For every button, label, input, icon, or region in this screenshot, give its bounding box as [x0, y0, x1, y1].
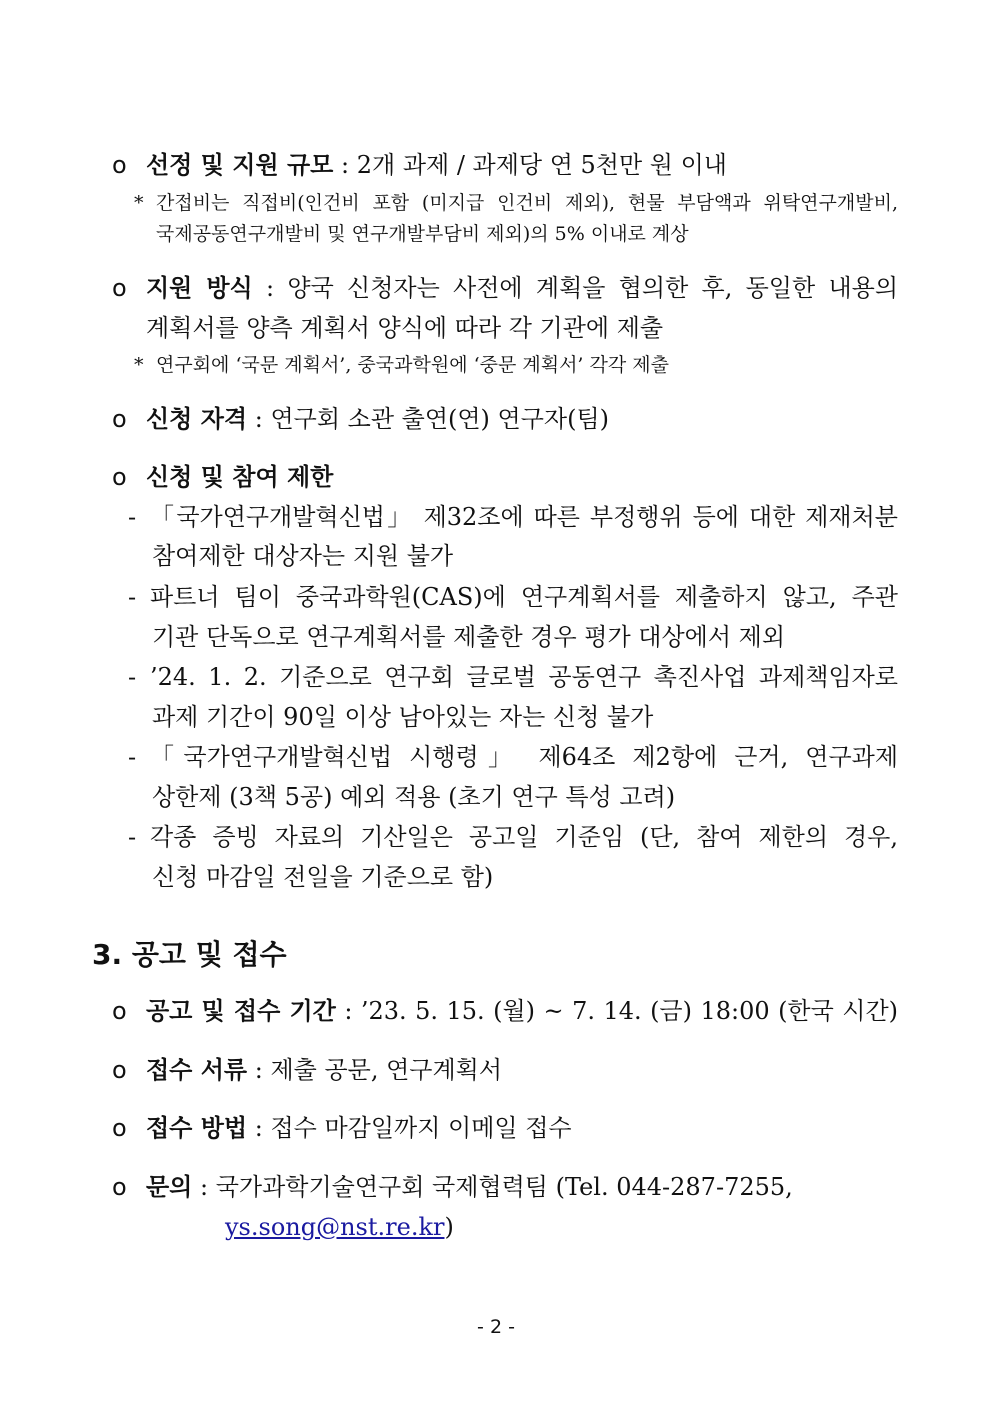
method-line	[146, 1113, 898, 1143]
bullet-marker: o	[112, 405, 127, 433]
dash-marker: -	[128, 743, 137, 771]
dash-marker: -	[128, 663, 137, 691]
selection-note-line-1: 간접비는 직접비(인건비 포함 (미지급 인건비 제외), 현물 부담액과 위탁연구개발비,	[156, 192, 898, 214]
period-label: 공고 및 접수 기간	[146, 997, 336, 1025]
note-marker: *	[134, 354, 144, 376]
bullet-marker: o	[112, 463, 127, 491]
contact-email-link[interactable]: ys.song@nst.re.kr	[225, 1213, 445, 1241]
dash-marker: -	[128, 823, 137, 851]
restriction-5-line-1: 각종 증빙 자료의 기산일은 공고일 기준임 (단, 참여 제한의 경우,	[150, 823, 898, 851]
restriction-5-line-2: 신청 마감일 전일을 기준으로 함)	[152, 863, 494, 891]
method-label: 접수 방법	[146, 1114, 248, 1142]
contact-text: 국가과학기술연구회 국제협력팀 (Tel. 044-287-7255,	[215, 1173, 793, 1201]
selection-text: 2개 과제 / 과제당 연 5천만 원 이내	[356, 151, 727, 179]
documents-text: 제출 공문, 연구계획서	[270, 1056, 503, 1084]
support-text-1: 양국 신청자는 사전에 계획을 협의한 후, 동일한 내용의	[287, 274, 899, 302]
support-label: 지원 방식	[146, 274, 253, 302]
contact-email-line	[225, 1212, 725, 1242]
support-line-1	[146, 273, 898, 303]
restriction-3-line-2: 과제 기간이 90일 이상 남아있는 자는 신청 불가	[152, 703, 654, 731]
restrictions-heading	[146, 462, 898, 492]
bullet-marker: o	[112, 1114, 127, 1142]
separator: :	[254, 1056, 263, 1084]
selection-note-line-2: 국제공동연구개발비 및 연구개발부담비 제외)의 5% 이내로 계상	[156, 223, 689, 245]
restriction-1-line-2: 참여제한 대상자는 지원 불가	[152, 542, 454, 570]
bullet-marker: o	[112, 274, 127, 302]
separator: :	[200, 1173, 209, 1201]
period-line	[146, 996, 898, 1026]
dash-marker: -	[128, 583, 137, 611]
contact-line	[146, 1172, 898, 1202]
contact-tail: )	[444, 1213, 454, 1241]
selection-line	[146, 150, 898, 180]
eligibility-line	[146, 404, 898, 434]
separator: :	[266, 274, 275, 302]
restriction-4-line-1: 「국가연구개발혁신법 시행령」 제64조 제2항에 근거, 연구과제	[150, 743, 898, 771]
support-line-2: 계획서를 양측 계획서 양식에 따라 각 기관에 제출	[146, 314, 664, 342]
page-number: - 2 -	[477, 1316, 515, 1338]
bullet-marker: o	[112, 1173, 127, 1201]
separator: :	[341, 151, 350, 179]
documents-line	[146, 1055, 898, 1085]
restriction-3-line-1: ’24. 1. 2. 기준으로 연구회 글로벌 공동연구 촉진사업 과제책임자로	[150, 663, 898, 691]
bullet-marker: o	[112, 997, 127, 1025]
separator: :	[344, 997, 353, 1025]
restriction-4-line-2: 상한제 (3책 5공) 예외 적용 (초기 연구 특성 고려)	[152, 783, 676, 811]
support-note-text: 연구회에 ‘국문 계획서’, 중국과학원에 ‘중문 계획서’ 각각 제출	[156, 354, 669, 376]
eligibility-label: 신청 자격	[146, 405, 248, 433]
separator: :	[254, 405, 263, 433]
documents-label: 접수 서류	[146, 1056, 248, 1084]
restrictions-label: 신청 및 참여 제한	[146, 463, 334, 491]
eligibility-text: 연구회 소관 출연(연) 연구자(팀)	[270, 405, 610, 433]
bullet-marker: o	[112, 151, 127, 179]
separator: :	[254, 1114, 263, 1142]
selection-label: 선정 및 지원 규모	[146, 151, 334, 179]
bullet-marker: o	[112, 1056, 127, 1084]
restriction-2-line-2: 기관 단독으로 연구계획서를 제출한 경우 평가 대상에서 제외	[152, 623, 786, 651]
period-text: ’23. 5. 15. (월) ~ 7. 14. (금) 18:00 (한국 시간)	[360, 997, 898, 1025]
note-marker: *	[134, 192, 144, 214]
section-3-heading: 3. 공고 및 접수	[92, 938, 287, 971]
restriction-2-line-1: 파트너 팀이 중국과학원(CAS)에 연구계획서를 제출하지 않고, 주관	[150, 583, 898, 611]
method-text: 접수 마감일까지 이메일 접수	[270, 1114, 572, 1142]
contact-label: 문의	[146, 1173, 193, 1201]
dash-marker: -	[128, 503, 137, 531]
restriction-1-line-1: 「국가연구개발혁신법」 제32조에 따른 부정행위 등에 대한 제재처분	[150, 503, 898, 531]
